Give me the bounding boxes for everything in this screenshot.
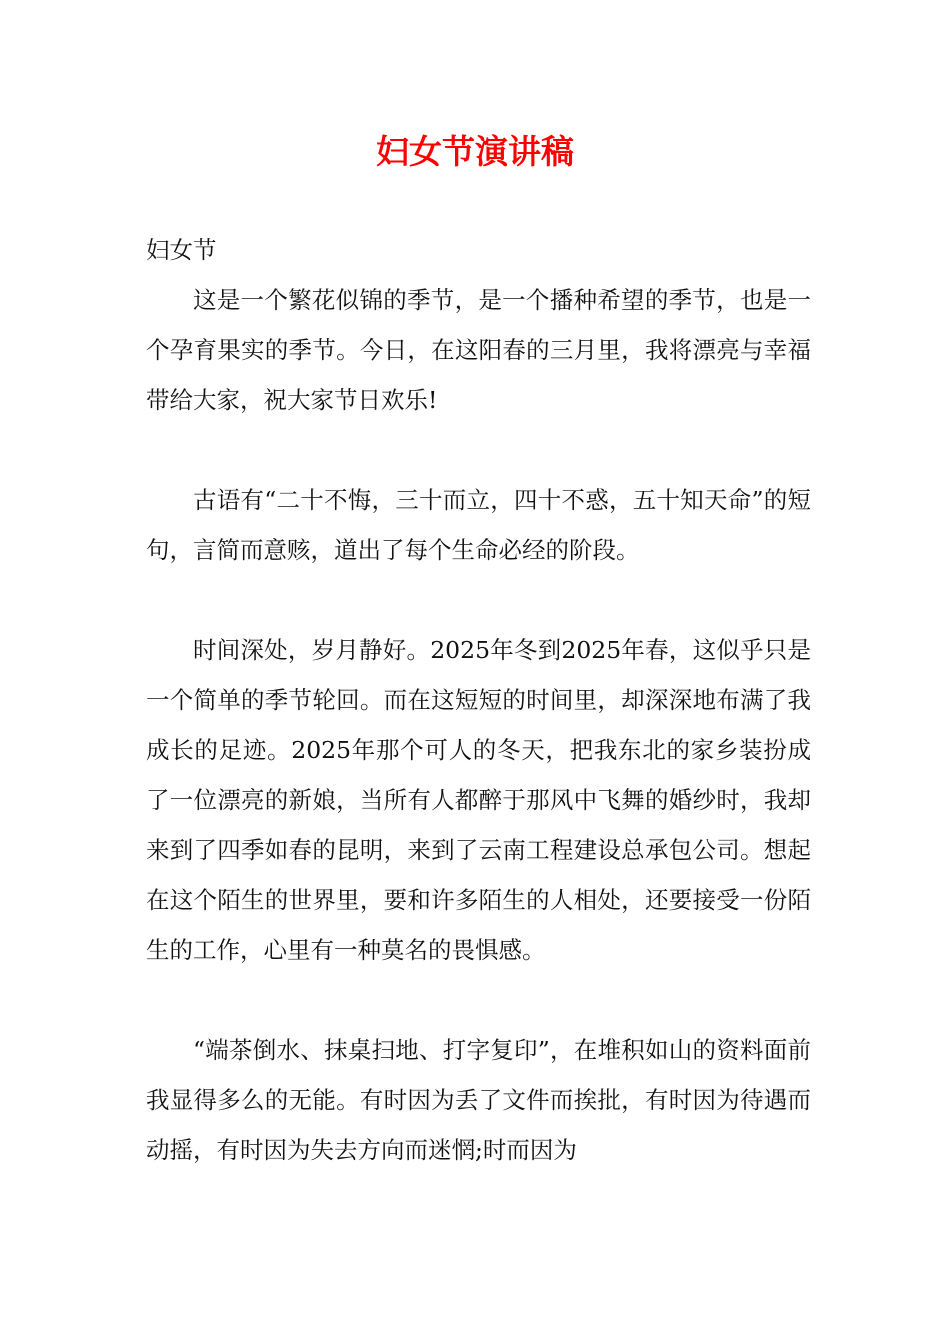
paragraph-3: 时间深处，岁月静好。2025年冬到2025年春，这似乎只是一个简单的季节轮回。而在这短短的时间里，却深深地布满了我成长的足迹。2025年那个可人的冬天，把我东北的家乡装扮成了一位漂亮的新娘，当所有人都醉于那风中飞舞的婚纱时，我却来到了四季如春的昆明，来到了云南工程建设总承包公司。想起在这个陌生的世界里，要和许多陌生的人相处，还要接受一份陌生的工作，心里有一种莫名的畏惧感。 bbox=[146, 636, 811, 964]
paragraph-gap bbox=[146, 425, 811, 475]
section-heading: 妇女节 bbox=[146, 236, 217, 264]
document-title: 妇女节演讲稿 bbox=[376, 132, 574, 171]
paragraph-gap bbox=[146, 575, 811, 625]
paragraph-1: 这是一个繁花似锦的季节，是一个播种希望的季节，也是一个孕育果实的季节。今日，在这阳春的三月里，我将漂亮与幸福带给大家，祝大家节日欢乐! bbox=[146, 286, 811, 414]
paragraph-gap bbox=[146, 975, 811, 1025]
document-body bbox=[146, 225, 811, 1175]
paragraph-4: “端茶倒水、抹桌扫地、打字复印”，在堆积如山的资料面前我显得多么的无能。有时因为丢了文件而挨批，有时因为待遇而动摇，有时因为失去方向而迷惘;时而因为 bbox=[146, 1036, 811, 1164]
paragraph-2: 古语有“二十不悔，三十而立，四十不惑，五十知天命”的短句，言简而意赅，道出了每个生命必经的阶段。 bbox=[146, 486, 811, 564]
